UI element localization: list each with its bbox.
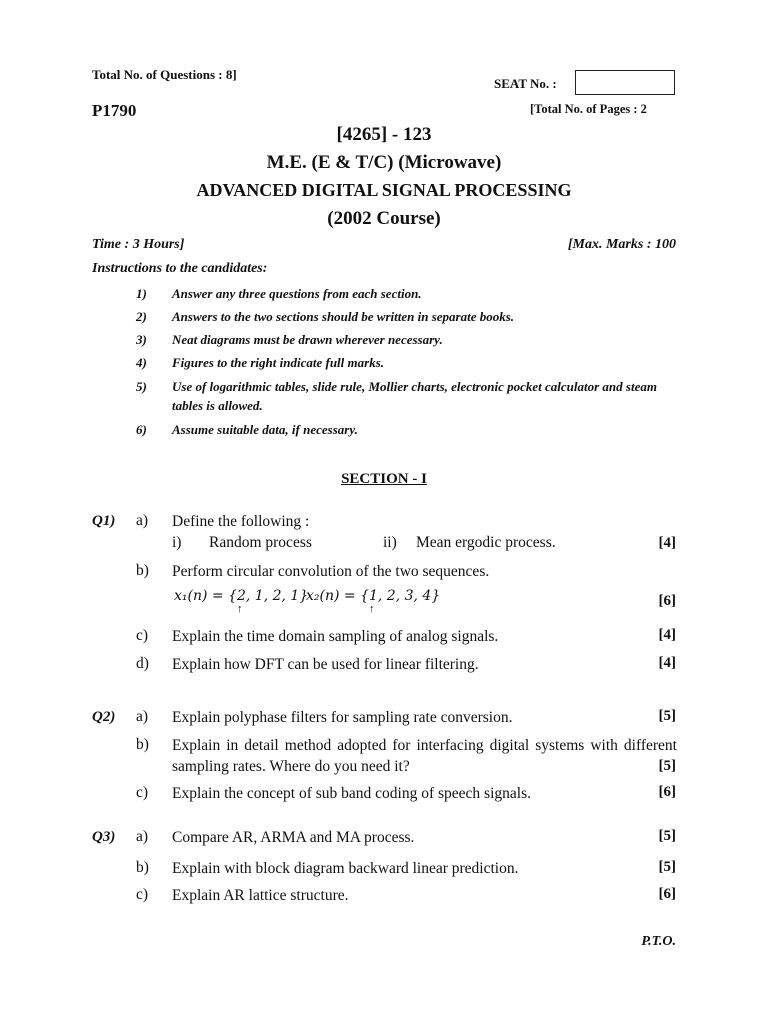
q1b-text: Perform circular convolution of the two sequences. (172, 563, 490, 580)
q3c-part: c) (136, 886, 149, 903)
instruction-num: 5) (136, 379, 147, 394)
pto: P.T.O. (641, 934, 676, 949)
q1b-x1-origin-arrow: ↑ (237, 603, 243, 615)
q2-label: Q2) (92, 709, 116, 725)
instructions-title: Instructions to the candidates: (92, 261, 268, 276)
q2c-marks: [6] (658, 784, 676, 800)
total-questions: Total No. of Questions : 8] (92, 67, 237, 82)
instruction-num: 1) (136, 286, 147, 301)
q1b-x2-sequence: x₂(n) = {1, 2, 3, 4} (306, 588, 441, 604)
q1d-part: d) (136, 655, 149, 672)
q2c-text: Explain the concept of sub band coding of speech signals. (172, 785, 531, 802)
q2a-text: Explain polyphase filters for sampling rate conversion. (172, 709, 513, 726)
q1a-marks: [4] (658, 535, 676, 551)
q1b-x2-origin-arrow: ↑ (369, 603, 375, 615)
instruction-num: 4) (136, 355, 147, 370)
instruction-text: Assume suitable data, if necessary. (172, 422, 358, 437)
instruction-text: Use of logarithmic tables, slide rule, Mollier charts, electronic pocket calculator and steam tables is allowed. (172, 379, 657, 413)
q1a-text: Define the following : (172, 513, 310, 530)
q1a-sub-ii: ii) (383, 534, 397, 551)
section-title: SECTION - I (341, 471, 427, 487)
q1a-sub-ii-text: Mean ergodic process. (416, 534, 556, 551)
q3a-text: Compare AR, ARMA and MA process. (172, 829, 415, 846)
q1c-part: c) (136, 627, 149, 644)
q1d-marks: [4] (658, 655, 676, 671)
q1a-part: a) (136, 512, 149, 529)
instruction-num: 3) (136, 332, 147, 347)
degree: M.E. (E & T/C) (Microwave) (266, 152, 502, 173)
q2a-part: a) (136, 708, 149, 725)
q3-label: Q3) (92, 829, 116, 845)
seat-no-label: SEAT No. : (494, 76, 557, 91)
subject-title: ADVANCED DIGITAL SIGNAL PROCESSING (196, 180, 572, 200)
instruction-num: 6) (136, 422, 147, 437)
q3c-marks: [6] (658, 886, 676, 902)
q1b-part: b) (136, 562, 149, 579)
exam-code: [4265] - 123 (336, 124, 432, 145)
q3b-text: Explain with block diagram backward linear prediction. (172, 860, 519, 877)
q2b-part: b) (136, 736, 149, 753)
q2b-text: Explain in detail method adopted for interfacing digital systems with different sampling rates. Where do you need it? (172, 737, 677, 775)
course: (2002 Course) (327, 208, 441, 229)
q3b-part: b) (136, 859, 149, 876)
paper-code: P1790 (92, 101, 137, 120)
instruction-text: Answers to the two sections should be written in separate books. (172, 309, 515, 324)
seat-no-box (575, 70, 675, 95)
q1-label: Q1) (92, 513, 116, 529)
q1b-marks: [6] (658, 593, 676, 609)
q2b-marks: [5] (658, 758, 676, 774)
q3a-marks: [5] (658, 828, 676, 844)
q1c-marks: [4] (658, 627, 676, 643)
q1d-text: Explain how DFT can be used for linear filtering. (172, 656, 479, 673)
q1b-x1-sequence: x₁(n) = {2, 1, 2, 1} (174, 588, 309, 604)
instruction-text: Answer any three questions from each section. (172, 286, 422, 301)
q1a-sub-i-text: Random process (209, 534, 312, 551)
q1c-text: Explain the time domain sampling of analog signals. (172, 628, 499, 645)
q1a-sub-i: i) (172, 534, 182, 551)
q3b-marks: [5] (658, 859, 676, 875)
q2a-marks: [5] (658, 708, 676, 724)
q3a-part: a) (136, 828, 149, 845)
instruction-num: 2) (136, 309, 147, 324)
instruction-text: Figures to the right indicate full marks. (172, 355, 385, 370)
time: Time : 3 Hours] (92, 237, 185, 252)
instruction-text: Neat diagrams must be drawn wherever necessary. (172, 332, 443, 347)
total-pages: [Total No. of Pages : 2 (530, 102, 647, 116)
q2c-part: c) (136, 784, 149, 801)
max-marks: [Max. Marks : 100 (567, 237, 676, 252)
q3c-text: Explain AR lattice structure. (172, 887, 349, 904)
